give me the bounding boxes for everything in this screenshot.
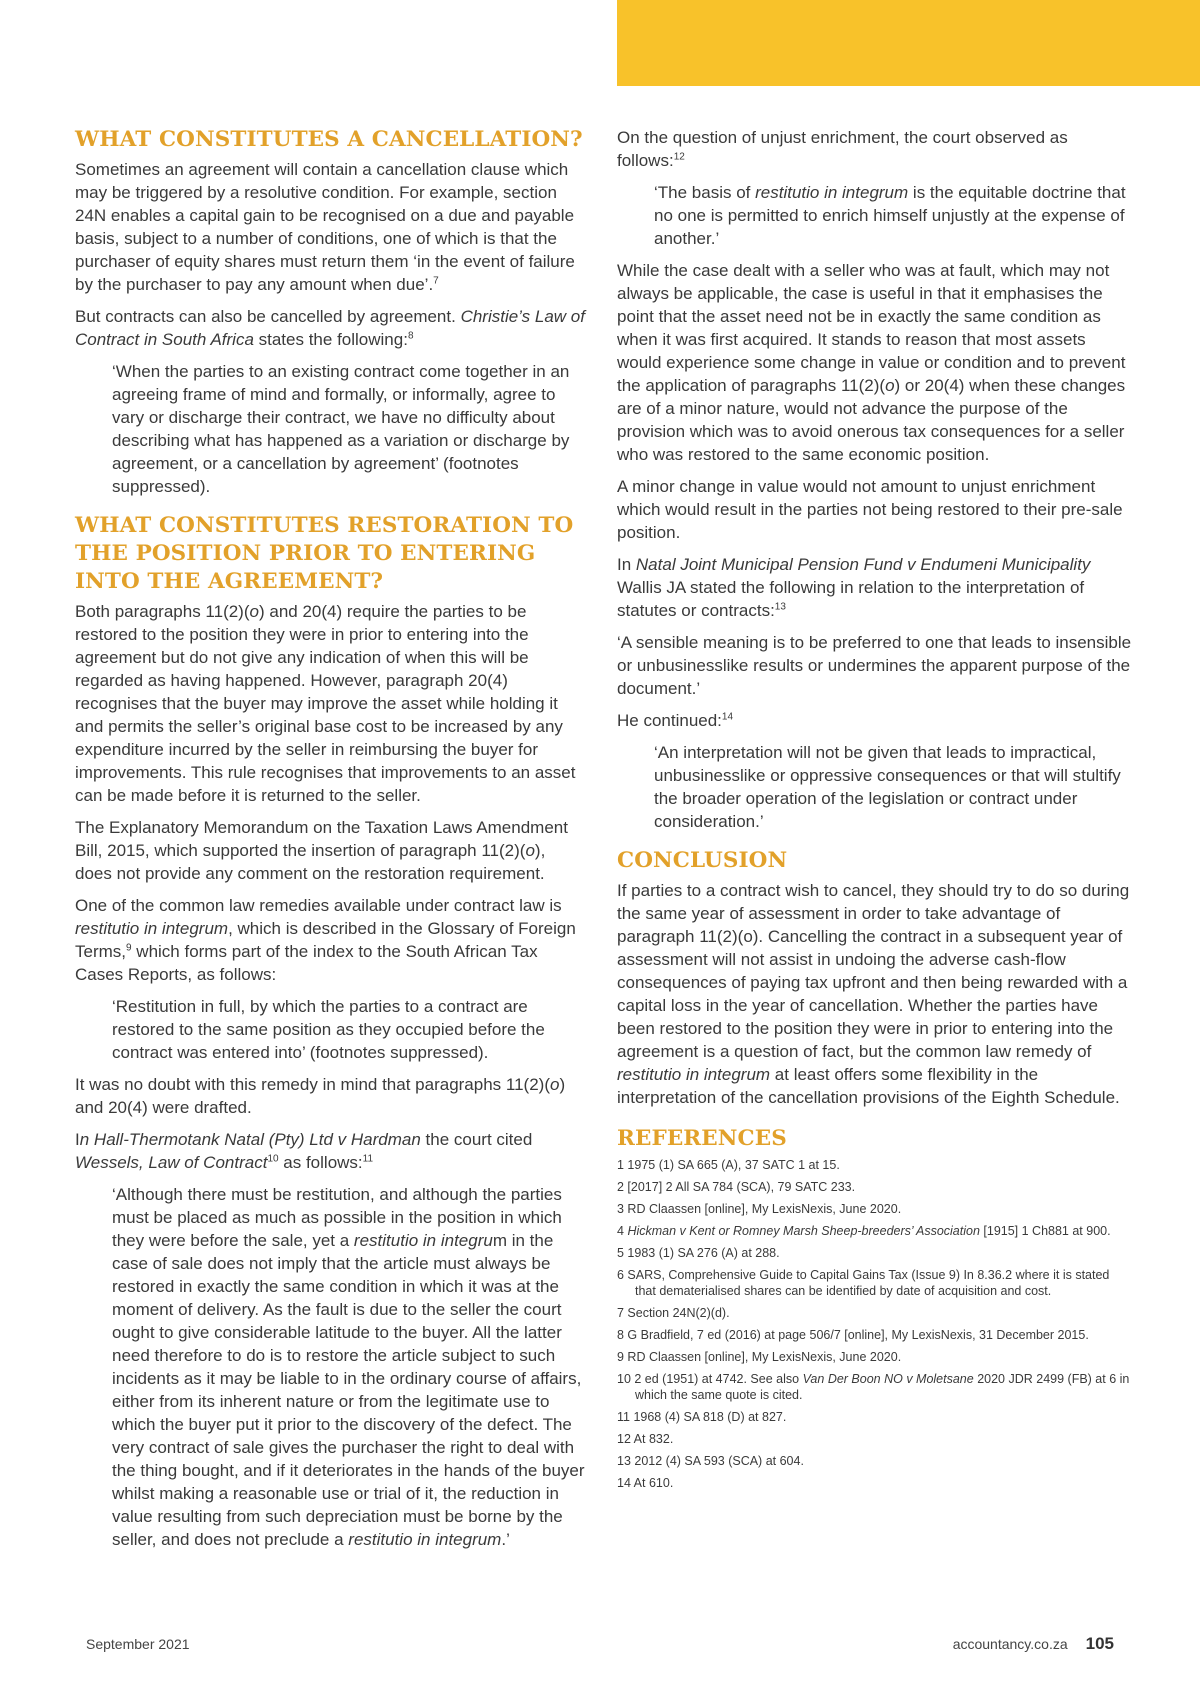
reference-item: 1 1975 (1) SA 665 (A), 37 SATC 1 at 15.	[617, 1158, 840, 1172]
paragraph: But contracts can also be cancelled by agreement. Christie’s Law of Contract in South Africa states the following:$^8$	[75, 307, 585, 349]
footnote-ref: 11	[362, 1153, 374, 1165]
block-quote: ‘An interpretation will not be given that leads to impractical, unbusinesslike or oppressive consequences or that will stultify the broader operation of the legislation or contract under consideration.’	[654, 743, 1121, 831]
paragraph: In Hall-Thermotank Natal (Pty) Ltd v Hardman the court cited Wessels, Law of Contract$^{10}$ as follows:$^{11}$	[75, 1130, 533, 1172]
references-list	[617, 1157, 1132, 1491]
page-number: 105	[1085, 1634, 1114, 1653]
footer-site-url: accountancy.co.za	[952, 1636, 1068, 1652]
reference-item: 7 Section 24N(2)(d).	[617, 1306, 730, 1320]
paragraph: If parties to a contract wish to cancel, they should try to do so during the same year of assessment in order to take advantage of paragraph 11(2)(o). Cancelling the contract in a subsequent year of assessment will not assist in undoing the adverse cash-flow consequences of paying tax upfront and then being rewarded with a capital loss in the year of cancellation. Whether the parties have been restored to the position they were in prior to entering into the agreement is a question of fact, but the common law remedy of restitutio in integrum at least offers some flexibility in the interpretation of the cancellation provisions of the Eighth Schedule.	[617, 881, 1130, 1107]
reference-item: 9 RD Claassen [online], My LexisNexis, June 2020.	[617, 1350, 902, 1364]
reference-item: 14 At 610.	[617, 1476, 674, 1490]
paragraph: While the case dealt with a seller who was at fault, which may not always be applicable, the case is useful in that it emphasises the point that the asset need not be in exactly the same condition as when it was first acquired. It stands to reason that most assets would experience some change in value or condition and to prevent the application of paragraphs 11(2)(o) or 20(4) when these changes are of a minor nature, would not advance the purpose of the provision which was to avoid onerous tax consequences for a seller who was restored to the same economic position.	[617, 261, 1126, 464]
paragraph: A minor change in value would not amount to unjust enrichment which would result in the parties not being restored to their pre-sale position.	[617, 477, 1123, 542]
right-column	[617, 126, 1132, 1497]
paragraph: ‘A sensible meaning is to be preferred to one that leads to insensible or unbusinesslike results or undermines the apparent purpose of the document.’	[617, 633, 1132, 698]
reference-item: 4 Hickman v Kent or Romney Marsh Sheep-breeders’ Association [1915] 1 Ch881 at 900.	[617, 1224, 1111, 1238]
block-quote: ‘Restitution in full, by which the parties to a contract are restored to the same position as they occupied before the contract was entered into’ (footnotes suppressed).	[112, 997, 545, 1062]
reference-item: 3 RD Claassen [online], My LexisNexis, June 2020.	[617, 1202, 902, 1216]
paragraph: It was no doubt with this remedy in mind that paragraphs 11(2)(o) and 20(4) were drafted.	[75, 1075, 566, 1117]
paragraph: One of the common law remedies available under contract law is restitutio in integrum, which is described in the Glossary of Foreign Terms,$^9$ which forms part of the index to the South African Tax Cases Reports, as follows:	[75, 896, 576, 984]
footnote-ref: 10	[267, 1153, 279, 1165]
paragraph: He continued:$^{14}$	[617, 711, 734, 730]
reference-item: 12 At 832.	[617, 1432, 674, 1446]
heading-restoration: WHAT CONSTITUTES RESTORATION TO THE POSITION PRIOR TO ENTERING INTO THE AGREEMENT?	[75, 513, 574, 594]
block-quote: ‘When the parties to an existing contract come together in an agreeing frame of mind and formally, or informally, agree to vary or discharge their contract, we have no difficulty about describing what has happened as a variation or discharge by agreement, or a cancellation by agreement’ (footnotes suppressed).	[112, 362, 570, 496]
reference-item: 10 2 ed (1951) at 4742. See also Van Der Boon NO v Moletsane 2020 JDR 2499 (FB) at 6 in which the same quote is cited.	[617, 1372, 1130, 1402]
block-quote: ‘Although there must be restitution, and although the parties must be placed as much as possible in the position in which they were before the sale, yet a restitutio in integrum in the case of sale does not imply that the article must always be restored in exactly the same condition in which it was at the moment of delivery. As the fault is due to the seller the court ought to give considerable latitude to the buyer. All the latter need therefore to do is to restore the article subject to such incidents as it may be liable to in the ordinary course of affairs, either from its inherent nature or from the legitimate use to which the buyer put it prior to the discovery of the defect. The very contract of sale gives the purchaser the right to deal with the thing bought, and if it deteriorates in the hands of the buyer whilst making a reasonable use or trial of it, the reduction in value resulting from such depreciation must be borne by the seller, and does not preclude a restitutio in integrum.’	[112, 1185, 585, 1549]
reference-item: 6 SARS, Comprehensive Guide to Capital Gains Tax (Issue 9) In 8.36.2 where it is stated that dematerialised shares can be identified by date of acquisition and cost.	[617, 1268, 1110, 1298]
paragraph: Both paragraphs 11(2)(o) and 20(4) require the parties to be restored to the position they were in prior to entering into the agreement but do not give any indication of when this will be regarded as having happened. However, paragraph 20(4) recognises that the buyer may improve the asset while holding it and permits the seller’s original base cost to be increased by any expenditure incurred by the seller in reimbursing the buyer for improvements. This rule recognises that improvements to an asset can be made before it is returned to the seller.	[75, 602, 576, 805]
footnote-ref: 9	[126, 942, 132, 954]
paragraph: Sometimes an agreement will contain a cancellation clause which may be triggered by a resolutive condition. For example, section 24N enables a capital gain to be recognised on a due and payable basis, subject to a number of conditions, one of which is that the purchaser of equity shares must return them ‘in the event of failure by the purchaser to pay any amount when due’.$^7$	[75, 160, 575, 294]
footnote-ref: 12	[673, 151, 685, 163]
footnote-ref: 7	[433, 275, 439, 287]
paragraph: In Natal Joint Municipal Pension Fund v Endumeni Municipality Wallis JA stated the following in relation to the interpretation of statutes or contracts:$^{13}$	[617, 555, 1091, 620]
accent-bar	[617, 0, 1200, 86]
footnote-ref: 13	[774, 601, 786, 613]
heading-references: REFERENCES	[617, 1126, 787, 1151]
heading-conclusion: CONCLUSION	[617, 848, 788, 873]
paragraph: On the question of unjust enrichment, the court observed as follows:$^{12}$	[617, 128, 1068, 170]
left-column	[75, 126, 585, 1560]
block-quote: ‘The basis of restitutio in integrum is the equitable doctrine that no one is permitted to enrich himself unjustly at the expense of another.’	[654, 183, 1126, 248]
paragraph: The Explanatory Memorandum on the Taxation Laws Amendment Bill, 2015, which supported the insertion of paragraph 11(2)(o), does not provide any comment on the restoration requirement.	[75, 818, 568, 883]
reference-item: 13 2012 (4) SA 593 (SCA) at 604.	[617, 1454, 804, 1468]
footer-date: September 2021	[86, 1636, 190, 1652]
reference-item: 2 [2017] 2 All SA 784 (SCA), 79 SATC 233.	[617, 1180, 856, 1194]
reference-item: 8 G Bradfield, 7 ed (2016) at page 506/7 [online], My LexisNexis, 31 December 2015.	[617, 1328, 1089, 1342]
footnote-ref: 14	[721, 711, 734, 723]
footnote-ref: 8	[407, 330, 414, 342]
footer-site	[953, 1634, 1114, 1654]
reference-item: 5 1983 (1) SA 276 (A) at 288.	[617, 1246, 780, 1260]
reference-item: 11 1968 (4) SA 818 (D) at 827.	[617, 1410, 787, 1424]
heading-cancellation: WHAT CONSTITUTES A CANCELLATION?	[75, 127, 583, 152]
